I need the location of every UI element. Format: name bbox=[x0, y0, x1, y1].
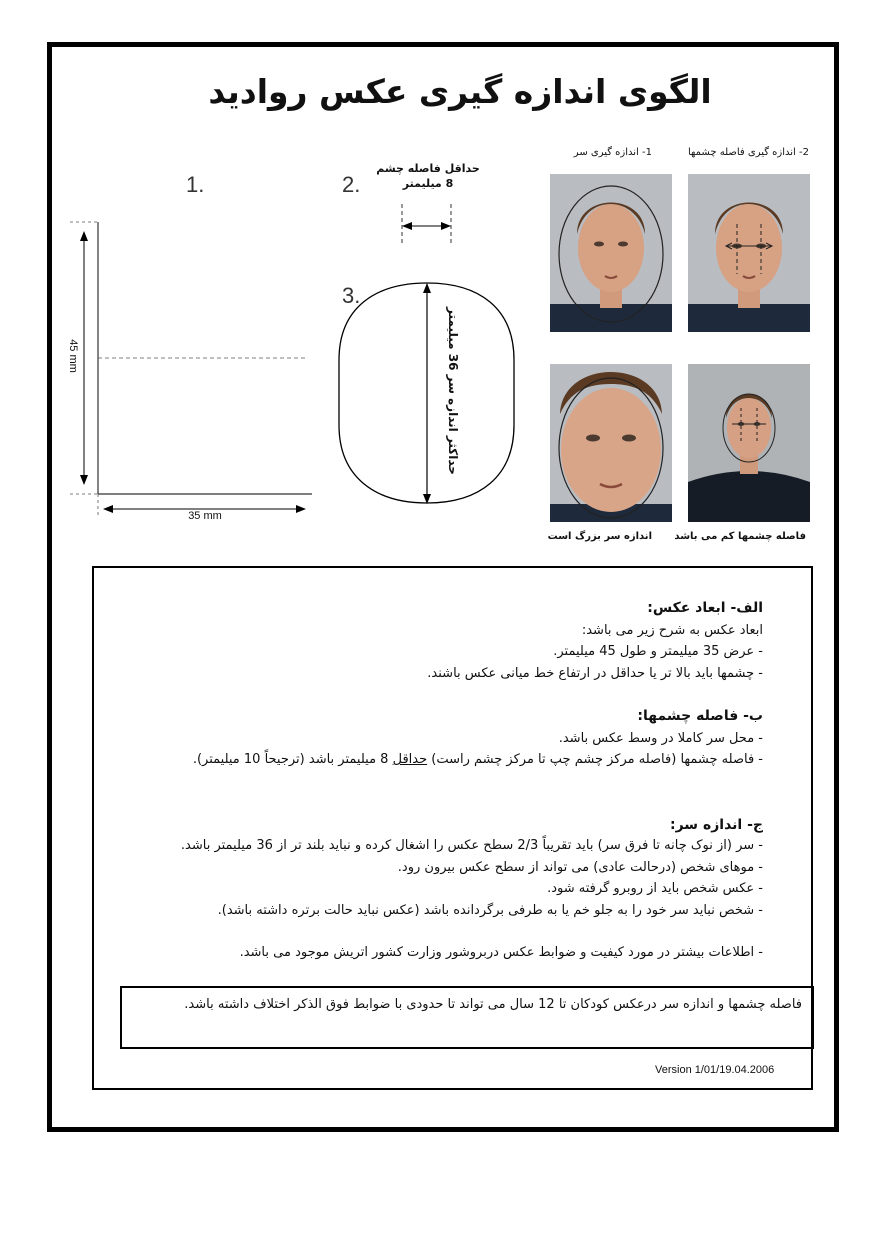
children-note: فاصله چشمها و اندازه سر درعکس کودکان تا 12 سال می تواند تا حدودی با ضوابط فوق الذکر اختلاف داشته باشد. bbox=[120, 986, 814, 1049]
head-oval-diagram bbox=[339, 283, 514, 503]
section-b-line2-part2: 8 میلیمتر باشد (ترجیحاً 10 میلیمتر). bbox=[192, 752, 393, 767]
diagram-number-3: 3. bbox=[342, 283, 361, 308]
eye-distance-diagram bbox=[402, 204, 451, 246]
height-label: 45 mm bbox=[67, 339, 79, 373]
eye-distance-label-line1: حداقل فاصله چشم bbox=[376, 162, 480, 175]
section-b-line2 bbox=[193, 752, 763, 767]
section-a-line1: - عرض 35 میلیمتر و طول 45 میلیمتر. bbox=[553, 644, 763, 659]
section-c-line5: - اطلاعات بیشتر در مورد کیفیت و ضوابط عکس دربروشور وزارت کشور اتریش موجود می باشد. bbox=[239, 945, 763, 960]
page-title: الگوی اندازه گیری عکس روادید bbox=[208, 72, 712, 111]
section-b-heading: ب- فاصله چشمها: bbox=[637, 708, 763, 724]
section-b-line2-part1: - فاصله چشمها (فاصله مرکز چشم چپ تا مرکز چشم راست) bbox=[427, 752, 763, 767]
photo-frame-diagram bbox=[70, 222, 312, 516]
photo-eye-measurement bbox=[688, 174, 810, 332]
section-c-heading: ج- اندازه سر: bbox=[670, 817, 763, 833]
photo-head-too-large bbox=[550, 364, 672, 522]
section-c-line2: - موهای شخص (درحالت عادی) می تواند از سطح عکس بیرون رود. bbox=[397, 860, 763, 875]
width-label: 35 mm bbox=[188, 510, 222, 522]
caption-eye-measurement: 2- اندازه گیری فاصله چشمها bbox=[687, 147, 809, 158]
head-max-label: حداکثر اندازه سر 36 میلیمتر bbox=[446, 307, 460, 475]
section-c-line4: - شخص نباید سر خود را به جلو خم یا به طرفی برگردانده باشد (عکس نباید حالت برتره داشته باشد). bbox=[217, 903, 763, 918]
caption-eyes-too-close: فاصله چشمها کم می باشد bbox=[674, 531, 806, 542]
section-a-intro: ابعاد عکس به شرح زیر می باشد: bbox=[581, 623, 763, 638]
photo-eyes-too-close bbox=[688, 364, 810, 522]
section-a-heading: الف- ابعاد عکس: bbox=[647, 600, 763, 616]
photo-head-measurement bbox=[550, 174, 672, 332]
section-c-line3: - عکس شخص باید از روبرو گرفته شود. bbox=[547, 881, 763, 896]
section-b-line2-underlined: حداقل bbox=[392, 752, 428, 767]
caption-head-measurement: 1- اندازه گیری سر bbox=[573, 147, 652, 158]
diagram-number-1: 1. bbox=[186, 172, 205, 197]
eye-distance-label-line2: 8 میلیمتر bbox=[402, 177, 454, 190]
section-c-line1: - سر (از نوک چانه تا فرق سر) باید تقریباً 2/3 سطح عکس را اشغال کرده و نباید بلند تر از 36 میلیمتر باشد. bbox=[180, 838, 763, 853]
version-label: Version 1/01/19.04.2006 bbox=[655, 1064, 775, 1076]
caption-head-too-large: اندازه سر بزرگ است bbox=[547, 531, 652, 542]
section-b-line1: - محل سر کاملا در وسط عکس باشد. bbox=[558, 731, 763, 746]
section-a-line2: - چشمها باید بالا تر یا حداقل در ارتفاع خط میانی عکس باشند. bbox=[427, 666, 763, 681]
diagram-number-2: 2. bbox=[342, 172, 361, 197]
